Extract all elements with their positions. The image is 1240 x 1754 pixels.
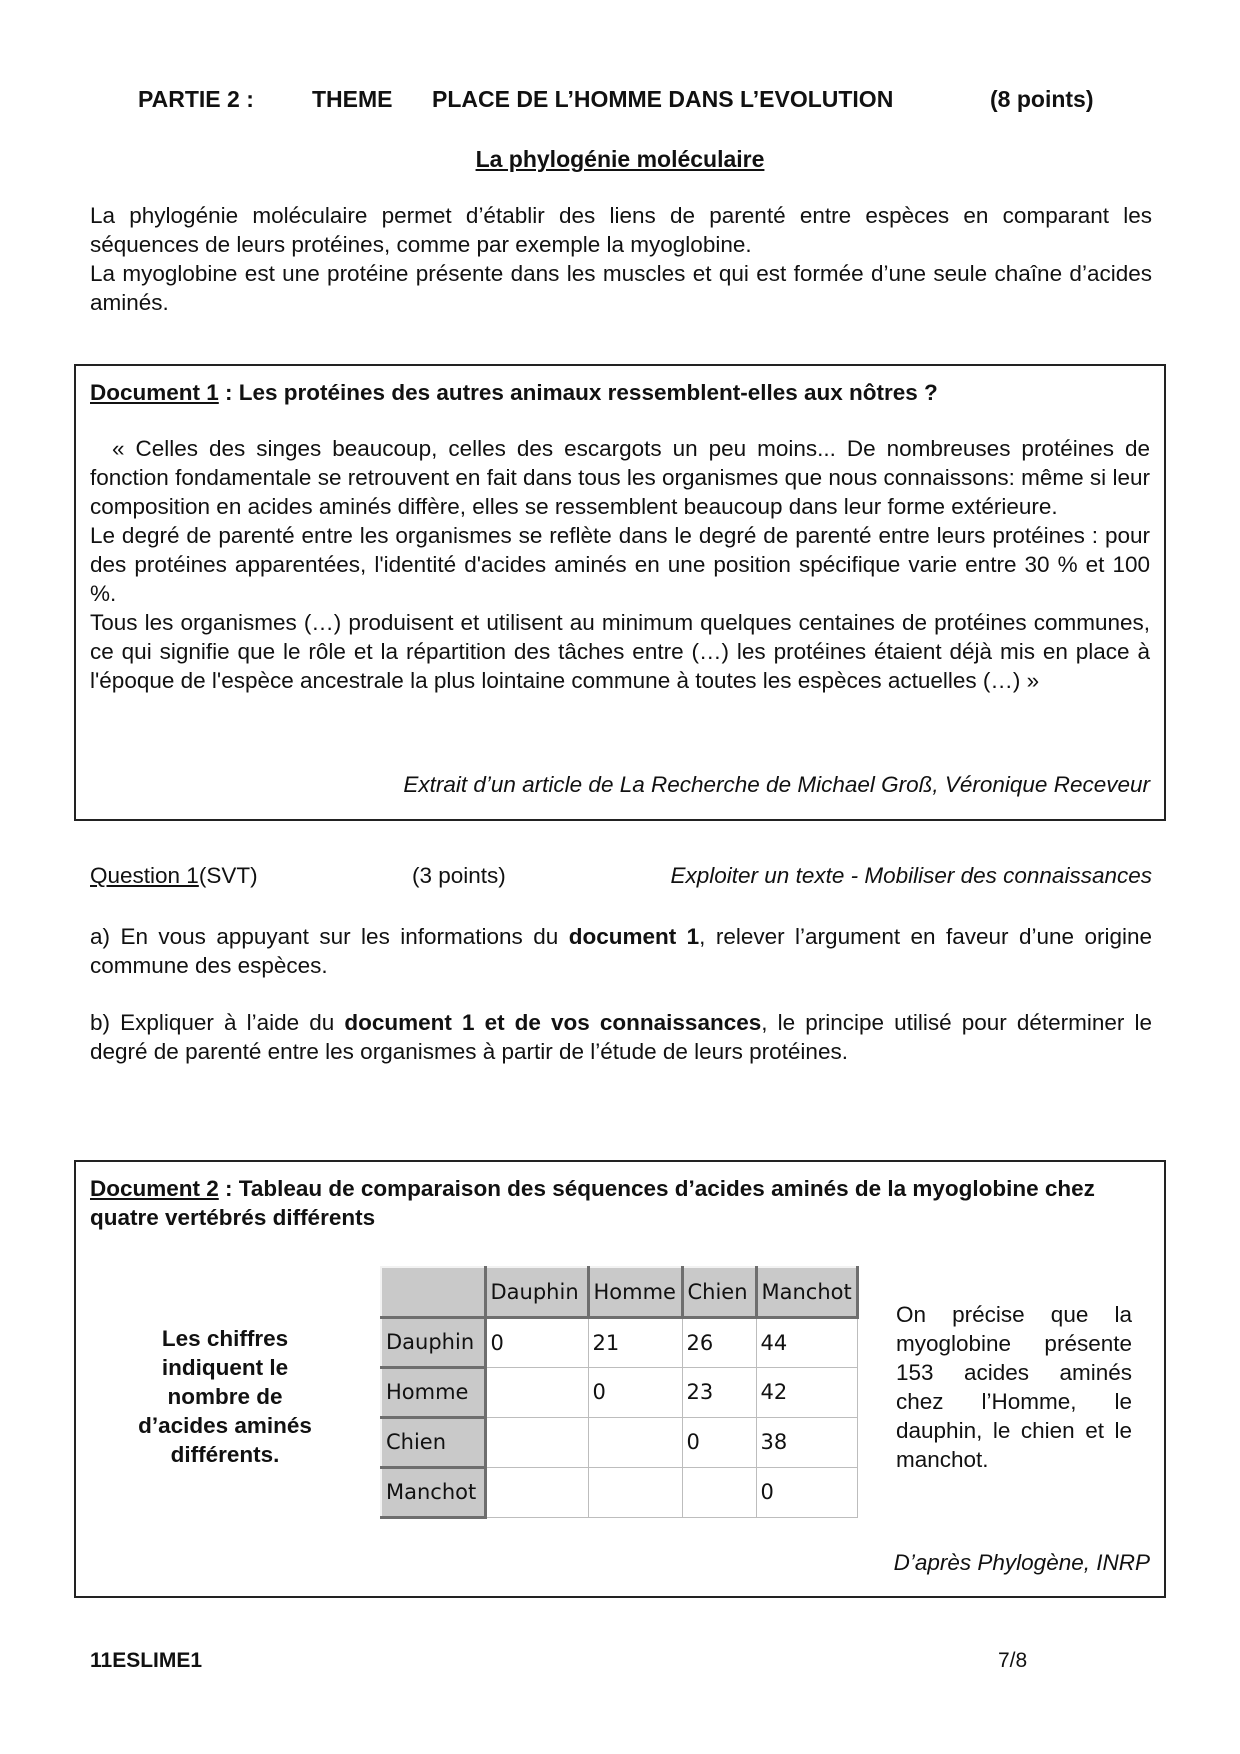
table-header-row	[381, 1267, 857, 1317]
column-header: Chien	[682, 1267, 756, 1317]
table-cell: 26	[682, 1317, 756, 1367]
question-1-points: (3 points)	[412, 863, 506, 888]
table-cell: 21	[588, 1317, 682, 1367]
question-1-subject: (SVT)	[198, 863, 258, 888]
theme-title: PLACE DE L’HOMME DANS L’EVOLUTION	[432, 86, 894, 112]
document-1-paragraph: Le degré de parenté entre les organismes se reflète dans le degré de parenté entre leurs protéines : pour des protéines apparentées, l'identité d'acides aminés en une position spécifique varie entre 30 % et 100 %.	[90, 523, 1150, 606]
question-1-header	[90, 863, 1152, 893]
document-1-text	[90, 434, 1150, 695]
document-1-source: Extrait d’un article de La Recherche de Michael Groß, Véronique Receveur	[403, 772, 1150, 797]
document-2-heading: : Tableau de comparaison des séquences d’acides aminés de la myoglobine chez quatre vertébrés différents	[90, 1176, 1095, 1230]
table-cell	[682, 1467, 756, 1517]
row-header: Chien	[381, 1417, 485, 1467]
table-row	[381, 1367, 857, 1417]
row-header: Dauphin	[381, 1317, 485, 1367]
table-legend: Les chiffres indiquent le nombre de d’acides aminés différents.	[138, 1326, 312, 1467]
table-cell: 0	[682, 1417, 756, 1467]
table-cell: 0	[485, 1317, 588, 1367]
points-label: (8 points)	[990, 86, 1094, 112]
table-cell: 44	[756, 1317, 857, 1367]
table-cell: 0	[756, 1467, 857, 1517]
document-2-source: D’après Phylogène, INRP	[893, 1550, 1150, 1575]
comparison-table	[380, 1266, 859, 1519]
document-2-box	[74, 1160, 1166, 1598]
document-2-title	[90, 1174, 1150, 1232]
document-1-label: Document 1	[90, 380, 219, 405]
table-cell: 38	[756, 1417, 857, 1467]
table-cell	[588, 1417, 682, 1467]
document-1-heading: : Les protéines des autres animaux ressemblent-elles aux nôtres ?	[218, 380, 938, 405]
table-cell: 42	[756, 1367, 857, 1417]
row-header: Manchot	[381, 1467, 485, 1517]
intro-paragraph-2: La myoglobine est une protéine présente dans les muscles et qui est formée d’une seule chaîne d’acides aminés.	[90, 261, 1152, 315]
part-label: PARTIE 2 :	[138, 86, 254, 112]
question-1b: b) Expliquer à l’aide du document 1 et de vos connaissances, le principe utilisé pour déterminer le degré de parenté entre les organismes à partir de l’étude de leurs protéines.	[90, 1010, 1153, 1064]
table-row	[381, 1417, 857, 1467]
table-cell: 0	[588, 1367, 682, 1417]
row-header: Homme	[381, 1367, 485, 1417]
page-number: 7/8	[998, 1649, 1028, 1672]
table-cell: 23	[682, 1367, 756, 1417]
theme-label: THEME	[312, 86, 393, 112]
document-2-label: Document 2	[90, 1176, 219, 1201]
document-1-paragraph: Tous les organismes (…) produisent et utilisent au minimum quelques centaines de protéines communes, ce qui signifie que le rôle et la répartition des tâches entre (…) les protéines étaient déjà mis en place à l'époque de l'espèce ancestrale la plus lointaine commune à toutes les espèces actuelles (…) »	[90, 610, 1150, 693]
footer-code: 11ESLIME1	[90, 1649, 203, 1672]
document-1-box	[74, 364, 1166, 821]
table-cell	[485, 1367, 588, 1417]
table-cell	[485, 1467, 588, 1517]
table-corner	[381, 1267, 485, 1317]
question-1-label: Question 1	[90, 863, 199, 888]
table-note: On précise que la myoglobine présente 153 acides aminés chez l’Homme, le dauphin, le chien et le manchot.	[896, 1302, 1132, 1472]
table-row	[381, 1317, 857, 1367]
column-header: Homme	[588, 1267, 682, 1317]
table-cell	[485, 1417, 588, 1467]
table-row	[381, 1467, 857, 1517]
intro-paragraph-1: La phylogénie moléculaire permet d’établir des liens de parenté entre espèces en comparant les séquences de leurs protéines, comme par exemple la myoglobine.	[90, 203, 1152, 257]
question-1-skills: Exploiter un texte - Mobiliser des connaissances	[670, 863, 1152, 888]
column-header: Manchot	[756, 1267, 857, 1317]
question-1a: a) En vous appuyant sur les informations du document 1, relever l’argument en faveur d’une origine commune des espèces.	[90, 924, 1152, 978]
table-cell	[588, 1467, 682, 1517]
document-1-title	[90, 378, 1150, 407]
document-1-paragraph: « Celles des singes beaucoup, celles des escargots un peu moins... De nombreuses protéines de fonction fondamentale se retrouvent en fait dans tous les organismes que nous connaissons: même si leur composition en acides aminés diffère, elles se ressemblent beaucoup dans leur forme extérieure.	[90, 436, 1150, 519]
column-header: Dauphin	[485, 1267, 588, 1317]
page-subtitle: La phylogénie moléculaire	[475, 146, 765, 172]
